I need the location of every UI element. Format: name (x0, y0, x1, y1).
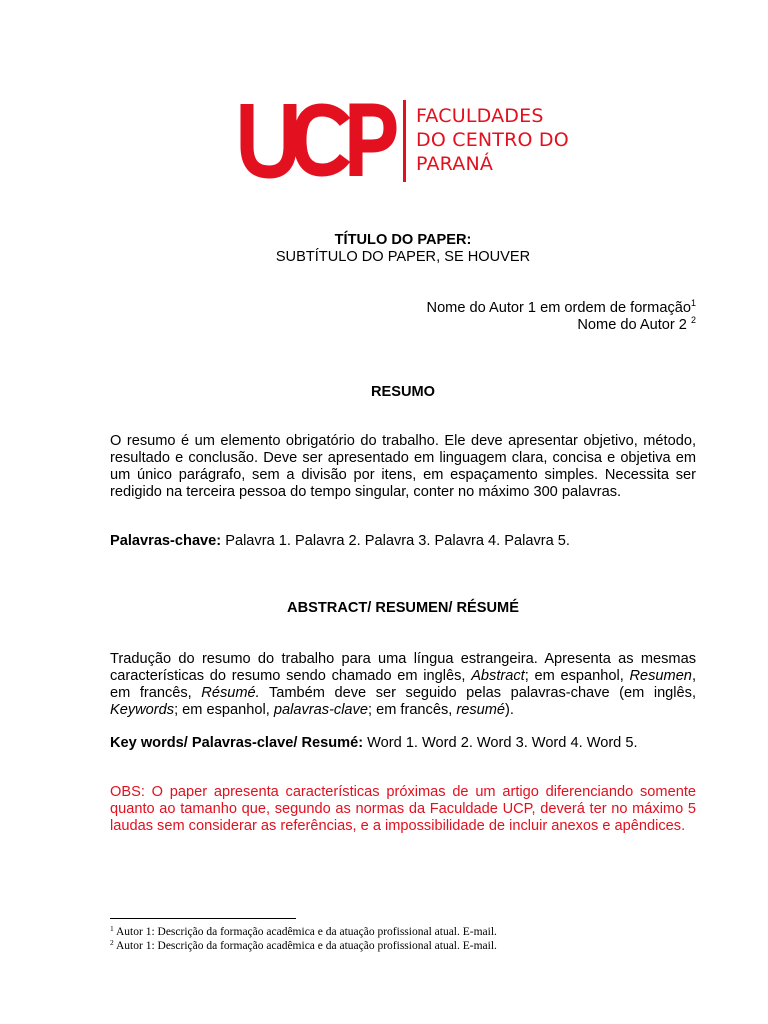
abstract-text-5: ; em espanhol, (174, 702, 274, 718)
abstract-text-2: ; em espanhol, (524, 668, 630, 684)
footnote-2-text: Autor 1: Descrição da formação acadêmica e da atuação profissional atual. E-mail. (116, 940, 497, 952)
resumo-keywords-list: Palavra 1. Palavra 2. Palavra 3. Palavra 4. Palavra 5. (225, 533, 570, 549)
abstract-term-resumen: Resumen (629, 668, 692, 684)
author-1-name: Nome do Autor 1 em ordem de formação (426, 300, 691, 316)
abstract-text-3: , em francês, (110, 668, 696, 701)
abstract-term-abstract: Abstract (471, 668, 525, 684)
author-2-name: Nome do Autor 2 (577, 317, 687, 333)
author-1-footnote-mark[interactable]: 1 (690, 298, 696, 308)
resumo-keywords-label: Palavras-chave: (110, 533, 222, 549)
abstract-term-resume: Résumé. (201, 685, 260, 701)
footnote-2-mark: 2 (110, 938, 114, 947)
ucp-logo-mark (238, 100, 398, 180)
footnote-2 (110, 939, 710, 953)
author-2 (110, 317, 696, 334)
logo-line-1: FACULDADES (416, 105, 544, 127)
abstract-keywords-label: Key words/ Palavras-clave/ Resumé: (110, 735, 364, 751)
footnote-1-text: Autor 1: Descrição da formação acadêmica e da atuação profissional atual. E-mail. (116, 926, 497, 938)
abstract-term-palavras-clave: palavras-clave (273, 702, 368, 718)
paper-title: TÍTULO DO PAPER: (334, 232, 472, 248)
footnote-separator (110, 918, 296, 919)
author-1 (110, 300, 696, 317)
footnote-1 (110, 925, 710, 939)
logo-line-2: DO CENTRO DO (416, 129, 569, 151)
logo-divider (403, 100, 406, 182)
abstract-keywords (110, 735, 696, 752)
author-2-footnote-mark[interactable]: 2 (690, 315, 696, 325)
obs-note: OBS: O paper apresenta características próximas de um artigo diferenciando somente quanto ao tamanho que, segundo as normas da Faculdade UCP, deverá ter no máximo 5 laudas sem considerar as referências, e a impossibilidade de incluir anexos e apêndices. (110, 784, 696, 834)
abstract-text-1: Tradução do resumo do trabalho para uma língua estrangeira. Apresenta as mesmas características do resumo sendo chamado em inglês, (110, 651, 696, 684)
footnote-1-mark: 1 (110, 924, 114, 933)
abstract-keywords-list: Word 1. Word 2. Word 3. Word 4. Word 5. (367, 735, 638, 751)
abstract-term-keywords: Keywords (110, 702, 175, 718)
abstract-body (110, 651, 696, 719)
abstract-text-6: ; em francês, (367, 702, 457, 718)
logo-wordmark (416, 104, 569, 176)
paper-subtitle: SUBTÍTULO DO PAPER, SE HOUVER (275, 249, 531, 265)
ucp-logo (238, 100, 578, 184)
abstract-heading: ABSTRACT/ RESUMEN/ RÉSUMÉ (287, 600, 519, 616)
resumo-keywords (110, 533, 696, 550)
abstract-text-7: ). (505, 702, 514, 718)
abstract-term-resume-lower: resumé (456, 702, 506, 718)
resumo-heading: RESUMO (370, 384, 436, 400)
logo-line-3: PARANÁ (416, 153, 494, 175)
abstract-text-4: Também deve ser seguido pelas palavras-chave (em inglês, (259, 685, 697, 701)
resumo-body: O resumo é um elemento obrigatório do trabalho. Ele deve apresentar objetivo, método, resultado e conclusão. Deve ser apresentado em linguagem clara, concisa e objetiva em um único parágrafo, sem a divisão por itens, em espaçamento simples. Necessita ser redigido na terceira pessoa do tempo singular, conter no máximo 300 palavras. (110, 433, 696, 500)
